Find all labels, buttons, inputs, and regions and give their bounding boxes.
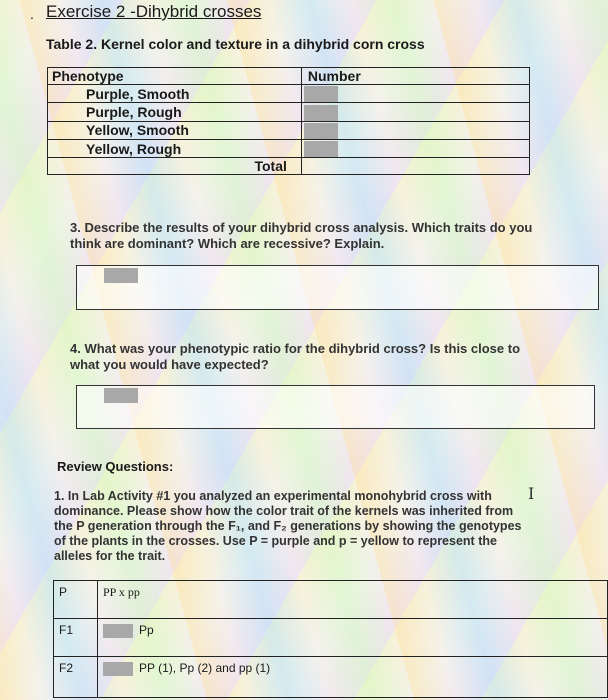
total-input-cell[interactable] xyxy=(301,158,529,175)
redacted-answer xyxy=(304,105,338,121)
generation-label: P xyxy=(54,581,98,619)
redacted-answer xyxy=(104,268,138,283)
table-row xyxy=(48,121,530,139)
generation-label: F2 xyxy=(54,657,98,698)
phenotype-cell: Yellow, Rough xyxy=(48,139,302,157)
question-4: 4. What was your phenotypic ratio for the dihybrid cross? Is this close to what you would have expected? xyxy=(70,341,521,372)
table-row xyxy=(48,139,530,157)
redacted-answer xyxy=(103,662,133,676)
genotype-cell[interactable] xyxy=(98,581,608,619)
redacted-answer xyxy=(103,624,133,638)
phenotype-cell: Purple, Smooth xyxy=(48,85,302,103)
table-title: Table 2. Kernel color and texture in a dihybrid corn cross xyxy=(46,36,425,52)
exercise-heading: Exercise 2 -Dihybrid crosses xyxy=(46,2,262,21)
review-heading: Review Questions: xyxy=(57,459,174,474)
table-row xyxy=(54,657,608,698)
phenotype-cell: Purple, Rough xyxy=(48,103,302,121)
genotype-value: PP (1), Pp (2) and pp (1) xyxy=(139,661,271,675)
table-header-row xyxy=(48,68,530,85)
table-row xyxy=(48,103,530,121)
total-row xyxy=(48,158,530,175)
table-row xyxy=(54,619,608,657)
redacted-answer xyxy=(304,123,338,139)
redacted-answer xyxy=(304,141,338,157)
genotype-cell[interactable] xyxy=(98,657,608,698)
number-input-cell[interactable] xyxy=(301,121,529,139)
number-input-cell[interactable] xyxy=(301,139,529,157)
review-question-1: 1. In Lab Activity #1 you analyzed an experimental monohybrid cross with dominance. Please show how the color trait of the kernels was inherited from the P generation through the F₁, and F₂ generations by showing the genotypes of the plants in the crosses. Use P = purple and p = yellow to represent the alleles for the trait. xyxy=(54,489,522,563)
genotype-value: PP x pp xyxy=(103,585,140,599)
answer-box-q4[interactable] xyxy=(76,385,595,429)
generations-table xyxy=(53,580,608,698)
phenotype-cell: Yellow, Smooth xyxy=(48,121,302,139)
number-input-cell[interactable] xyxy=(301,85,529,103)
list-bullet: . xyxy=(30,6,34,22)
genotype-cell[interactable] xyxy=(98,619,608,657)
genotype-value: Pp xyxy=(139,623,154,637)
generation-label: F1 xyxy=(54,619,98,657)
phenotype-header: Phenotype xyxy=(48,68,302,85)
number-header: Number xyxy=(301,68,529,85)
table-row xyxy=(54,581,608,619)
question-3: 3. Describe the results of your dihybrid cross analysis. Which traits do you think are dominant? Which are recessive? Explain. xyxy=(70,220,533,251)
redacted-answer xyxy=(104,388,138,403)
total-label: Total xyxy=(48,158,302,175)
answer-box-q3[interactable] xyxy=(76,265,599,310)
text-cursor-icon: I xyxy=(528,484,535,503)
redacted-answer xyxy=(304,86,338,102)
number-input-cell[interactable] xyxy=(301,103,529,121)
table-row xyxy=(48,85,530,103)
phenotype-table xyxy=(47,67,530,175)
